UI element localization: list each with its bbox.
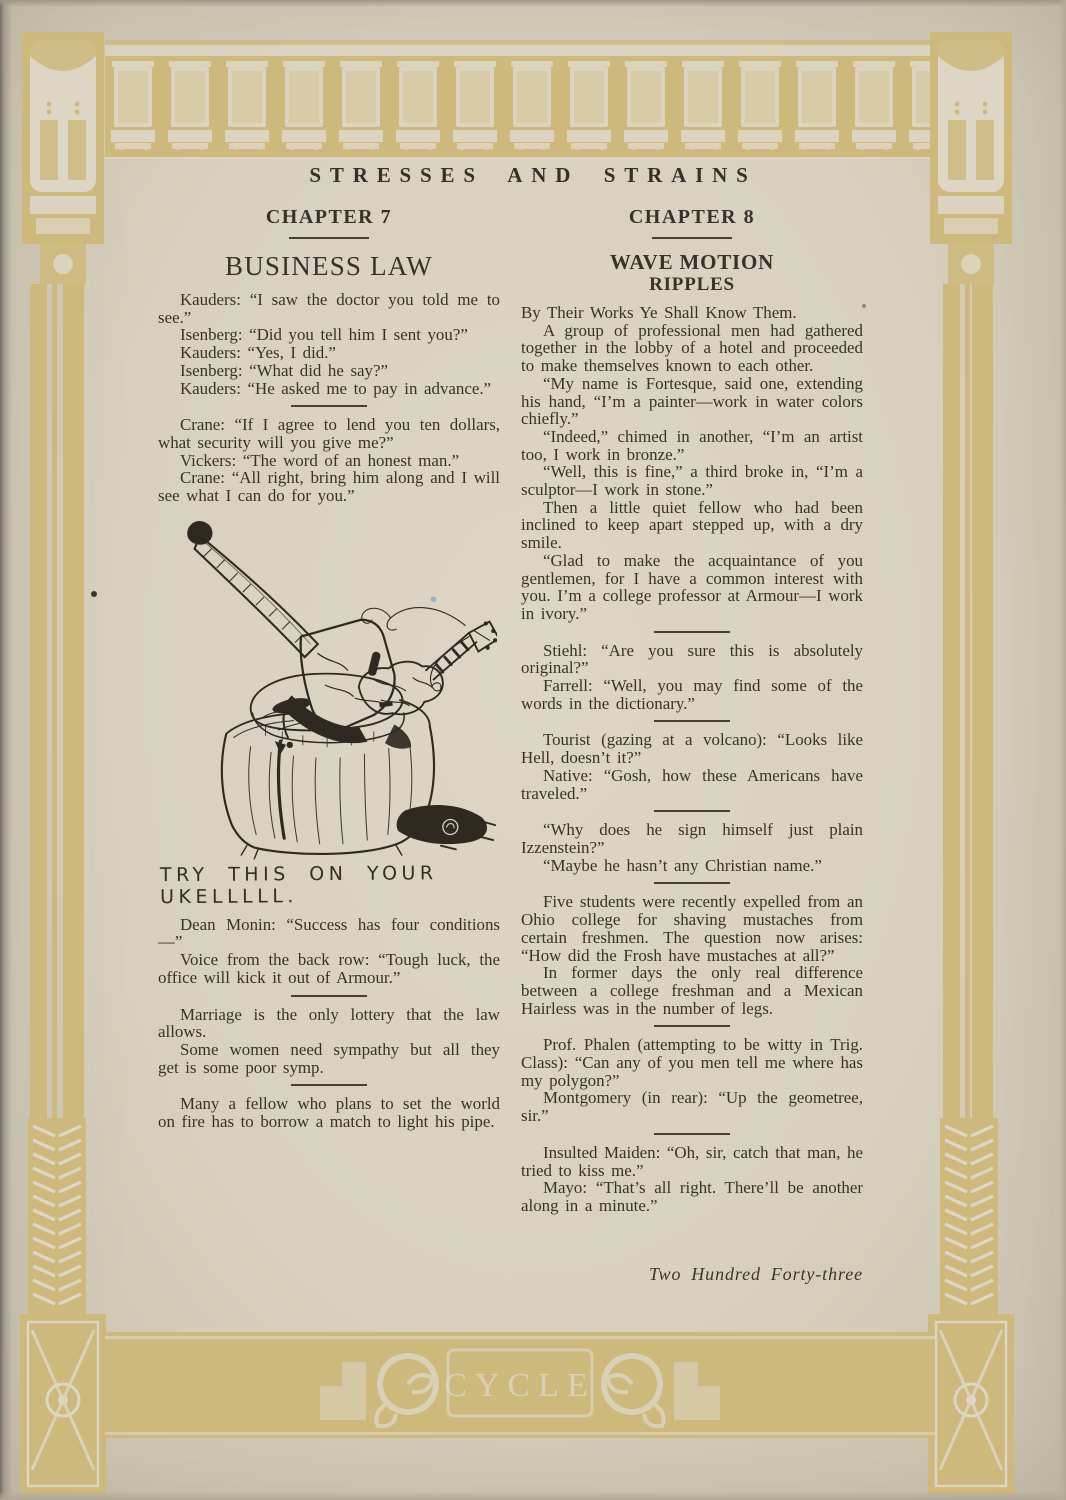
right-column [521,202,863,1215]
heading-rule [652,237,732,239]
joke-paragraph: “Indeed,” chimed in another, “I’m an artist too, I work in bronze.” [521,426,863,464]
chapter-8-heading: CHAPTER 8 [628,206,756,228]
right-pillar-capital [930,32,1012,284]
joke-paragraph: Then a little quiet fellow who had been inclined to keep apart stepped up, with a dry smile. [521,497,863,553]
separator-rule [654,810,730,812]
joke-paragraph: Tourist (gazing at a volcano): “Looks like Hell, doesn’t it?” [521,730,863,768]
left-column [158,202,500,1131]
separator-rule [291,405,367,407]
left-pillar-capital [22,32,104,284]
scan-edge-left [0,0,12,1500]
joke-paragraph: Mayo: “That’s all right. There’ll be another along in a minute.” [521,1178,863,1215]
joke-paragraph: Native: “Gosh, how these Americans have traveled.” [521,765,863,803]
joke-paragraph: By Their Works Ye Shall Know Them. [521,303,797,322]
joke-paragraph: Marriage is the only lottery that the law allows. [158,1004,500,1042]
joke-paragraph: Kauders: “He asked me to pay in advance.” [179,378,492,398]
ink-speck [91,591,97,597]
joke-paragraph: “Glad to make the acquaintance of you gentlemen, for I have a common interest with you. I’m a college professor at Armour—I work in ivory.” [521,550,863,623]
frieze-colonnade [105,56,935,152]
separator-rule [291,995,367,997]
separator-rule [654,631,730,633]
joke-paragraph: “Maybe he hasn’t any Christian name.” [542,855,822,875]
joke-paragraph: Crane: “If I agree to lend you ten dollars, what security will you give me?” [158,415,500,452]
right-pillar-shaft [943,284,993,1118]
joke-paragraph: Farrell: “Well, you may find some of the words in the dictionary.” [521,676,863,713]
illustration-caption: TRY THIS ON YOUR UKELLLLL. [159,861,438,908]
page-number: Two Hundred Forty-three [648,1264,863,1284]
joke-paragraph: “Why does he sign himself just plain Izzenstein?” [521,820,863,857]
joke-paragraph: In former days the only real difference between a college freshman and a Mexican Hairless was in the number of legs. [521,963,863,1018]
joke-paragraph: Prof. Phalen (attempting to be witty in Trig. Class): “Can any of you men tell me where has my polygon?” [521,1035,863,1090]
separator-rule [654,1133,730,1135]
joke-paragraph: A group of professional men had gathered together in the lobby of a hotel and proceeded to make themselves known to each other. [521,320,863,376]
joke-paragraph: Five students were recently expelled from an Ohio college for shaving mustaches from certain freshmen. The question now arises: “How did the Frosh have mustaches at all?” [521,892,863,965]
joke-paragraph: Montgomery (in rear): “Up the geometree, sir.” [521,1088,863,1126]
left-pillar-chevrons [28,1118,86,1314]
joke-paragraph: Many a fellow who plans to set the world on fire has to borrow a match to light his pipe. [158,1094,500,1132]
joke-paragraph: Stiehl: “Are you sure this is absolutely original?” [521,640,863,678]
joke-paragraph: Dean Monin: “Success has four conditions—” [158,914,500,952]
joke-paragraph: “My name is Fortesque, said one, extending his hand, “I’m a painter—work in water colors chiefly.” [521,373,863,429]
scan-edge-bottom [0,1491,1066,1500]
axe-ukulele-illustration [158,513,500,907]
left-pillar-base [20,1314,106,1494]
joke-paragraph: Kauders: “I saw the doctor you told me to see.” [158,290,500,327]
chapter-7-heading: CHAPTER 7 [265,206,393,228]
scan-edge-top [0,0,1066,7]
frieze-top-strip [105,44,935,56]
joke-paragraph: Voice from the back row: “Tough luck, the office will kick it out of Armour.” [158,950,500,987]
bottom-band-cycle-text: CYCLE [444,1367,596,1404]
heading-rule [289,237,369,239]
right-pillar-base [928,1314,1014,1494]
separator-rule [654,720,730,722]
right-pillar-chevrons [940,1118,998,1314]
business-law-title: BUSINESS LAW [224,251,433,281]
bottom-ornament-band [105,1332,935,1438]
scan-edge-right [1059,0,1066,1500]
joke-paragraph: Some women need sympathy but all they get is some poor symp. [158,1039,500,1077]
joke-paragraph: Kauders: “Yes, I did.” [179,343,336,363]
joke-paragraph: Vickers: “The word of an honest man.” [179,450,460,470]
joke-paragraph: Isenberg: “What did he say?” [179,360,388,380]
separator-rule [654,1025,730,1027]
separator-rule [291,1084,367,1086]
ripples-subtitle: RIPPLES [649,274,735,295]
joke-paragraph: Insulted Maiden: “Oh, sir, catch that man, he tried to kiss me.” [521,1142,863,1180]
separator-rule [654,882,730,884]
joke-paragraph: Crane: “All right, bring him along and I will see what I can do for you.” [158,468,500,506]
left-pillar-shaft [30,284,84,1118]
wave-motion-title: WAVE MOTION [609,250,775,274]
joke-paragraph: “Well, this is fine,” a third broke in, “I’m a sculptor—I work in stone.” [521,462,863,500]
running-head: STRESSES AND STRAINS [309,163,757,187]
joke-paragraph: Isenberg: “Did you tell him I sent you?” [179,325,468,345]
